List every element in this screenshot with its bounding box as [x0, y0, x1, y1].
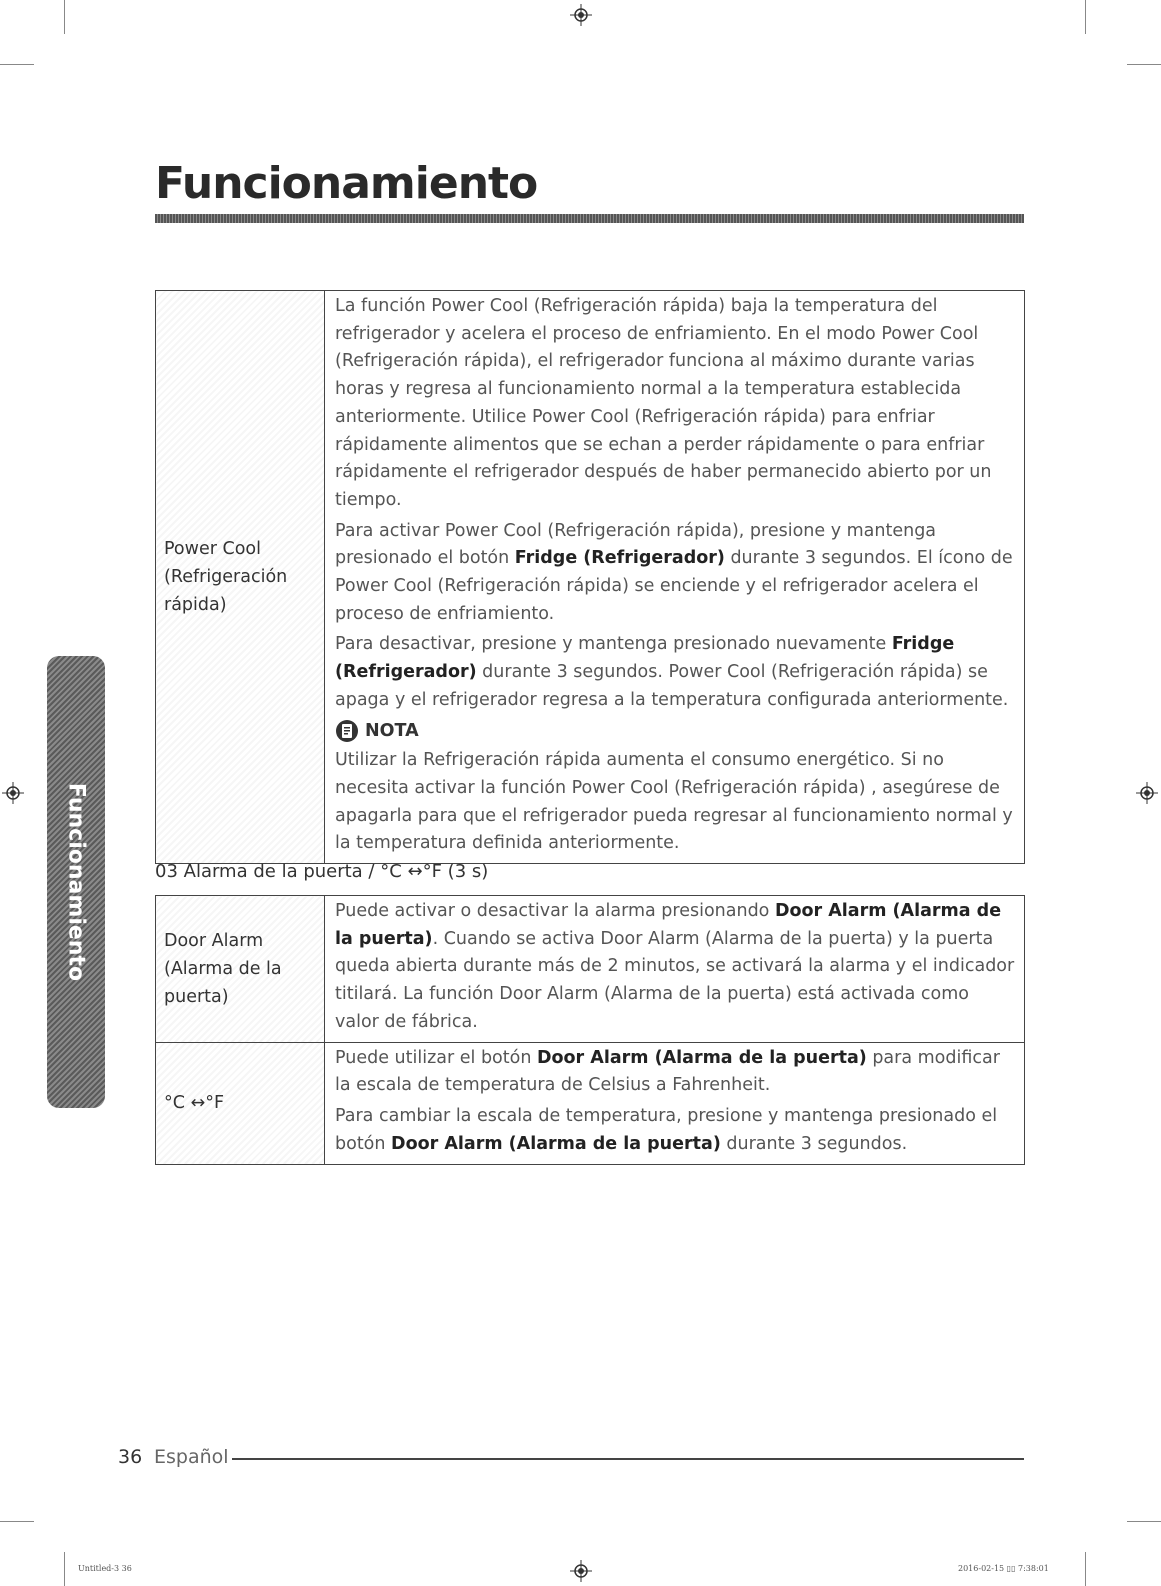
- fridge-button-name: Fridge (Refrigerador): [335, 634, 955, 683]
- text-span: . Cuando se activa Door Alarm (Alarma de la puerta) y la puerta queda abierta durante más de 2 minutos, se activará la alarma y el indicador titilará. La función Door Alarm (Alarma de la puerta) está activada como valor de fábrica.: [335, 928, 1015, 1032]
- footer-language: Español: [154, 1446, 229, 1468]
- fridge-button-name: Fridge (Refrigerador): [514, 548, 725, 569]
- text-span: para modificar la escala de temperatura de Celsius a Fahrenheit.: [335, 1047, 1000, 1096]
- note-header: [335, 718, 1016, 746]
- registration-mark-icon: [570, 1560, 592, 1582]
- registration-mark-icon: [570, 4, 592, 26]
- table-row: [156, 291, 1025, 864]
- page-title: Funcionamiento: [155, 158, 538, 209]
- text-span: Para desactivar, presione y mantenga presionado nuevamente: [335, 634, 892, 655]
- door-alarm-paragraph: [335, 898, 1016, 1037]
- text-span: Para cambiar la escala de temperatura, presione y mantenga presionado el botón: [335, 1106, 998, 1154]
- page-number: 36: [118, 1446, 143, 1468]
- text-span: Puede activar o desactivar la alarma presionando: [335, 901, 775, 921]
- text-span: durante 3 segundos.: [720, 1133, 908, 1154]
- table-row: [156, 896, 1025, 1043]
- temp-scale-label: [156, 1042, 325, 1164]
- power-cool-description: [325, 291, 1025, 864]
- door-alarm-button-name: Door Alarm (Alarma de la puerta): [335, 901, 1002, 949]
- chapter-side-tab-label: Funcionamiento: [63, 782, 89, 982]
- door-alarm-label: [156, 896, 325, 1043]
- text-span: durante 3 segundos. El ícono de Power Cool (Refrigeración rápida) se enciende y el refrigerador acelera el proceso de enfriamiento.: [335, 548, 1013, 624]
- power-cool-table: [155, 290, 1025, 864]
- chapter-side-tab: [47, 656, 105, 1108]
- crop-mark: [1085, 0, 1086, 34]
- door-alarm-description: [325, 896, 1025, 1043]
- door-alarm-table: [155, 895, 1025, 1165]
- temp-scale-description: [325, 1042, 1025, 1164]
- registration-mark-icon: [1136, 782, 1158, 804]
- crop-mark: [64, 1552, 65, 1586]
- crop-mark: [0, 1521, 34, 1522]
- door-alarm-button-name: Door Alarm (Alarma de la puerta): [391, 1133, 721, 1154]
- title-rule: [155, 214, 1024, 223]
- crop-mark: [1127, 1521, 1161, 1522]
- power-cool-paragraph: La función Power Cool (Refrigeración rápida) baja la temperatura del refrigerador y acelera el proceso de enfriamiento. En el modo Power Cool (Refrigeración rápida), el refrigerador funciona al máximo durante varias horas y regresa al funcionamiento normal a la temperatura establecida anteriormente. Utilice Power Cool (Refrigeración rápida) para enfriar rápidamente alimentos que se echan a perder rápidamente o para enfriar rápidamente el refrigerador después de haber permanecido abierto por un tiempo.: [335, 296, 992, 510]
- crop-mark: [64, 0, 65, 34]
- text-span: Puede utilizar el botón: [335, 1047, 537, 1068]
- power-cool-label-text: Power Cool (Refrigeración rápida): [164, 539, 288, 616]
- power-cool-label: [156, 291, 325, 864]
- power-cool-activate-paragraph: [335, 518, 1016, 629]
- power-cool-deactivate-paragraph: [335, 631, 1016, 714]
- temp-scale-label-text: °C ↔°F: [164, 1093, 225, 1114]
- registration-mark-icon: [2, 782, 24, 804]
- section-heading: 03 Alarma de la puerta / °C ↔°F (3 s): [155, 861, 489, 882]
- crop-mark: [0, 64, 34, 65]
- print-slug-right: 2016-02-15 ▯▯ 7:38:01: [958, 1564, 1049, 1573]
- temp-scale-paragraph: [335, 1045, 1016, 1100]
- note-title: NOTA: [365, 720, 419, 741]
- footer-rule: [232, 1458, 1024, 1460]
- door-alarm-button-name: Door Alarm (Alarma de la puerta): [536, 1047, 867, 1068]
- text-span: Para activar Power Cool (Refrigeración rápida), presione y mantenga presionado el botón: [335, 520, 937, 569]
- temp-scale-change-paragraph: [335, 1103, 1016, 1158]
- crop-mark: [1085, 1552, 1086, 1586]
- crop-mark: [1127, 64, 1161, 65]
- note-icon: [335, 719, 359, 743]
- door-alarm-label-text: Door Alarm (Alarma de la puerta): [164, 930, 282, 1007]
- text-span: durante 3 segundos. Power Cool (Refrigeración rápida) se apaga y el refrigerador regresa a la temperatura configurada anteriormente.: [335, 662, 1009, 710]
- note-text: Utilizar la Refrigeración rápida aumenta el consumo energético. Si no necesita activar la función Power Cool (Refrigeración rápida) , asegúrese de apagarla para que el refrigerador pueda regresar al funcionamiento normal y la temperatura definida anteriormente.: [335, 750, 1013, 854]
- print-slug-left: Untitled-3 36: [78, 1564, 132, 1573]
- table-row: [156, 1042, 1025, 1164]
